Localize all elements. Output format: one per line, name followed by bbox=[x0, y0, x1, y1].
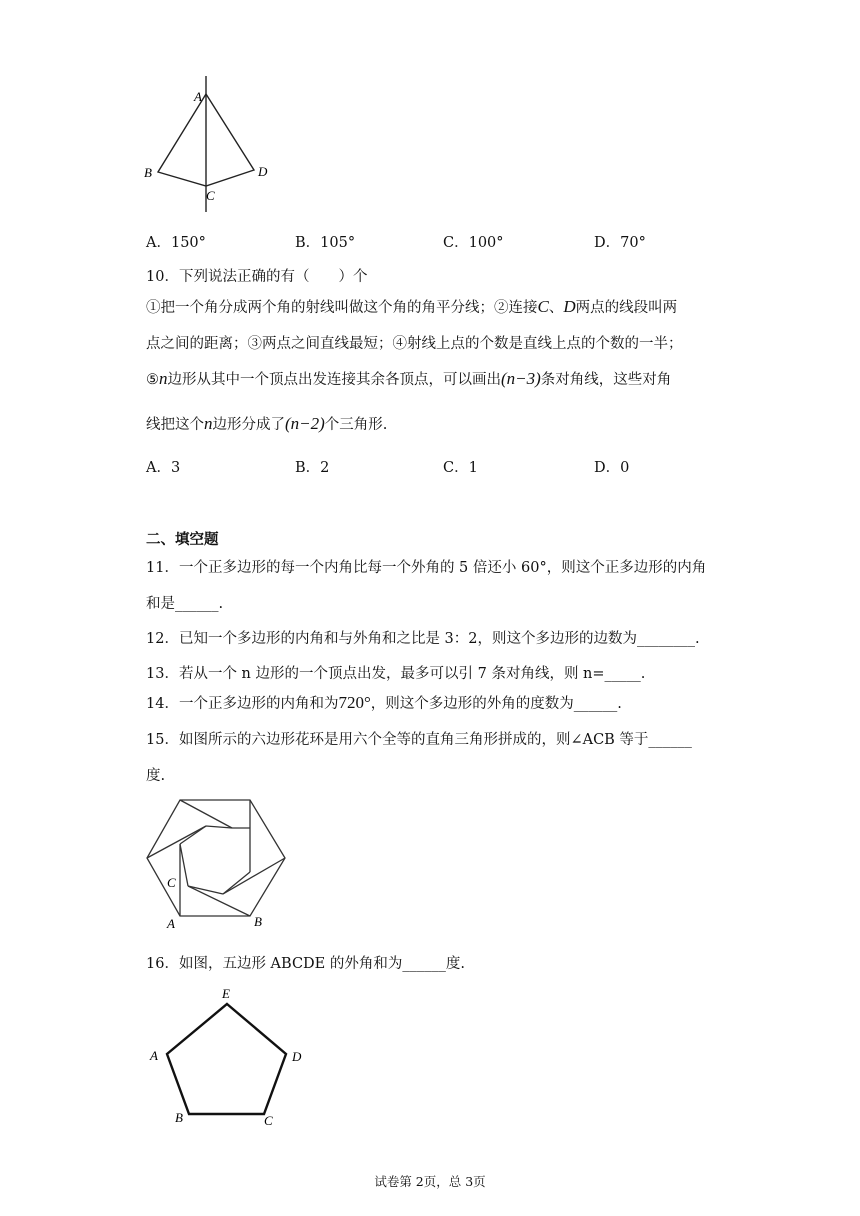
label-B: B bbox=[144, 165, 152, 180]
label-C: C bbox=[206, 188, 215, 203]
label-E: E bbox=[222, 986, 230, 1001]
q9-option-d: D．70° bbox=[594, 235, 646, 251]
q14 bbox=[146, 692, 622, 713]
label-D: D bbox=[258, 164, 268, 179]
figure-q15 bbox=[140, 796, 290, 932]
q10-line1-C: C bbox=[537, 297, 549, 316]
q15-line2: 度. bbox=[146, 768, 166, 784]
q9-option-b: B．105° bbox=[295, 235, 356, 251]
q10-line3-b: 边形从其中一个顶点出发连接其余各顶点，可以画出 bbox=[167, 372, 501, 388]
q10-line3-c: 条对角线，这些对角 bbox=[540, 372, 672, 388]
q11-line1: 11．一个正多边形的每一个内角比每一个外角的 5 倍还小 60°，则这个正多边形的内角 bbox=[146, 560, 707, 576]
q10-line1 bbox=[146, 296, 677, 317]
q16: 16．如图，五边形 ABCDE 的外角和为______度. bbox=[146, 956, 465, 972]
q10-line4-n: n bbox=[204, 414, 213, 433]
q10-line1-a: ①把一个角分成两个角的射线叫做这个角的角平分线；②连接 bbox=[146, 300, 538, 316]
q10-line2: 点之间的距离；③两点之间直线最短；④射线上点的个数是直线上点的个数的一半； bbox=[146, 336, 683, 352]
q11-line2: 和是______. bbox=[146, 596, 224, 612]
figure-q9 bbox=[136, 74, 276, 214]
label-B: B bbox=[175, 1110, 183, 1125]
q10-line3-n: n bbox=[159, 369, 168, 388]
label-D: D bbox=[292, 1049, 302, 1064]
label-A: A bbox=[194, 89, 202, 104]
q10-option-c: C．1 bbox=[443, 460, 478, 476]
q10-line4-a: 线把这个 bbox=[146, 417, 204, 433]
label-C: C bbox=[167, 875, 176, 890]
q14-a: 14．一个正多边形的内角和为 bbox=[146, 696, 339, 712]
label-C: C bbox=[264, 1113, 273, 1128]
label-A: A bbox=[167, 916, 175, 931]
q13: 13．若从一个 n 边形的一个顶点出发，最多可以引 7 条对角线，则 n=_____. bbox=[146, 666, 646, 682]
q14-val: 720° bbox=[338, 693, 371, 712]
q9-option-c: C．100° bbox=[443, 235, 504, 251]
q10-line4 bbox=[146, 413, 387, 434]
section-title: 二、填空题 bbox=[146, 531, 219, 548]
q10-line1-b: 、 bbox=[548, 300, 564, 316]
label-A: A bbox=[150, 1048, 158, 1063]
q12: 12．已知一个多边形的内角和与外角和之比是 3：2，则这个多边形的边数为________. bbox=[146, 631, 700, 647]
q10-line3-expr: (n−3) bbox=[501, 369, 541, 388]
q10-line1-c: 两点的线段叫两 bbox=[575, 300, 678, 316]
q10-line3 bbox=[146, 368, 671, 389]
q10-option-a: A．3 bbox=[146, 460, 181, 476]
q10-option-d: D．0 bbox=[594, 460, 630, 476]
q10-line1-D: D bbox=[563, 297, 576, 316]
label-B: B bbox=[254, 914, 262, 929]
q10-line4-expr: (n−2) bbox=[285, 414, 325, 433]
q10-line4-b: 边形分成了 bbox=[212, 417, 285, 433]
q10-stem: 10．下列说法正确的有（ ）个 bbox=[146, 269, 368, 285]
q10-line3-a: ⑤ bbox=[146, 372, 159, 388]
q10-option-b: B．2 bbox=[295, 460, 330, 476]
q10-line4-c: 个三角形. bbox=[324, 417, 388, 433]
q15-line1: 15．如图所示的六边形花环是用六个全等的直角三角形拼成的，则∠ACB 等于______ bbox=[146, 732, 692, 748]
figure-q16 bbox=[148, 984, 308, 1130]
q9-option-a: A．150° bbox=[146, 235, 206, 251]
q14-b: ，则这个多边形的外角的度数为______. bbox=[370, 696, 622, 712]
page-footer: 试卷第 2页，总 3页 bbox=[374, 1174, 486, 1189]
